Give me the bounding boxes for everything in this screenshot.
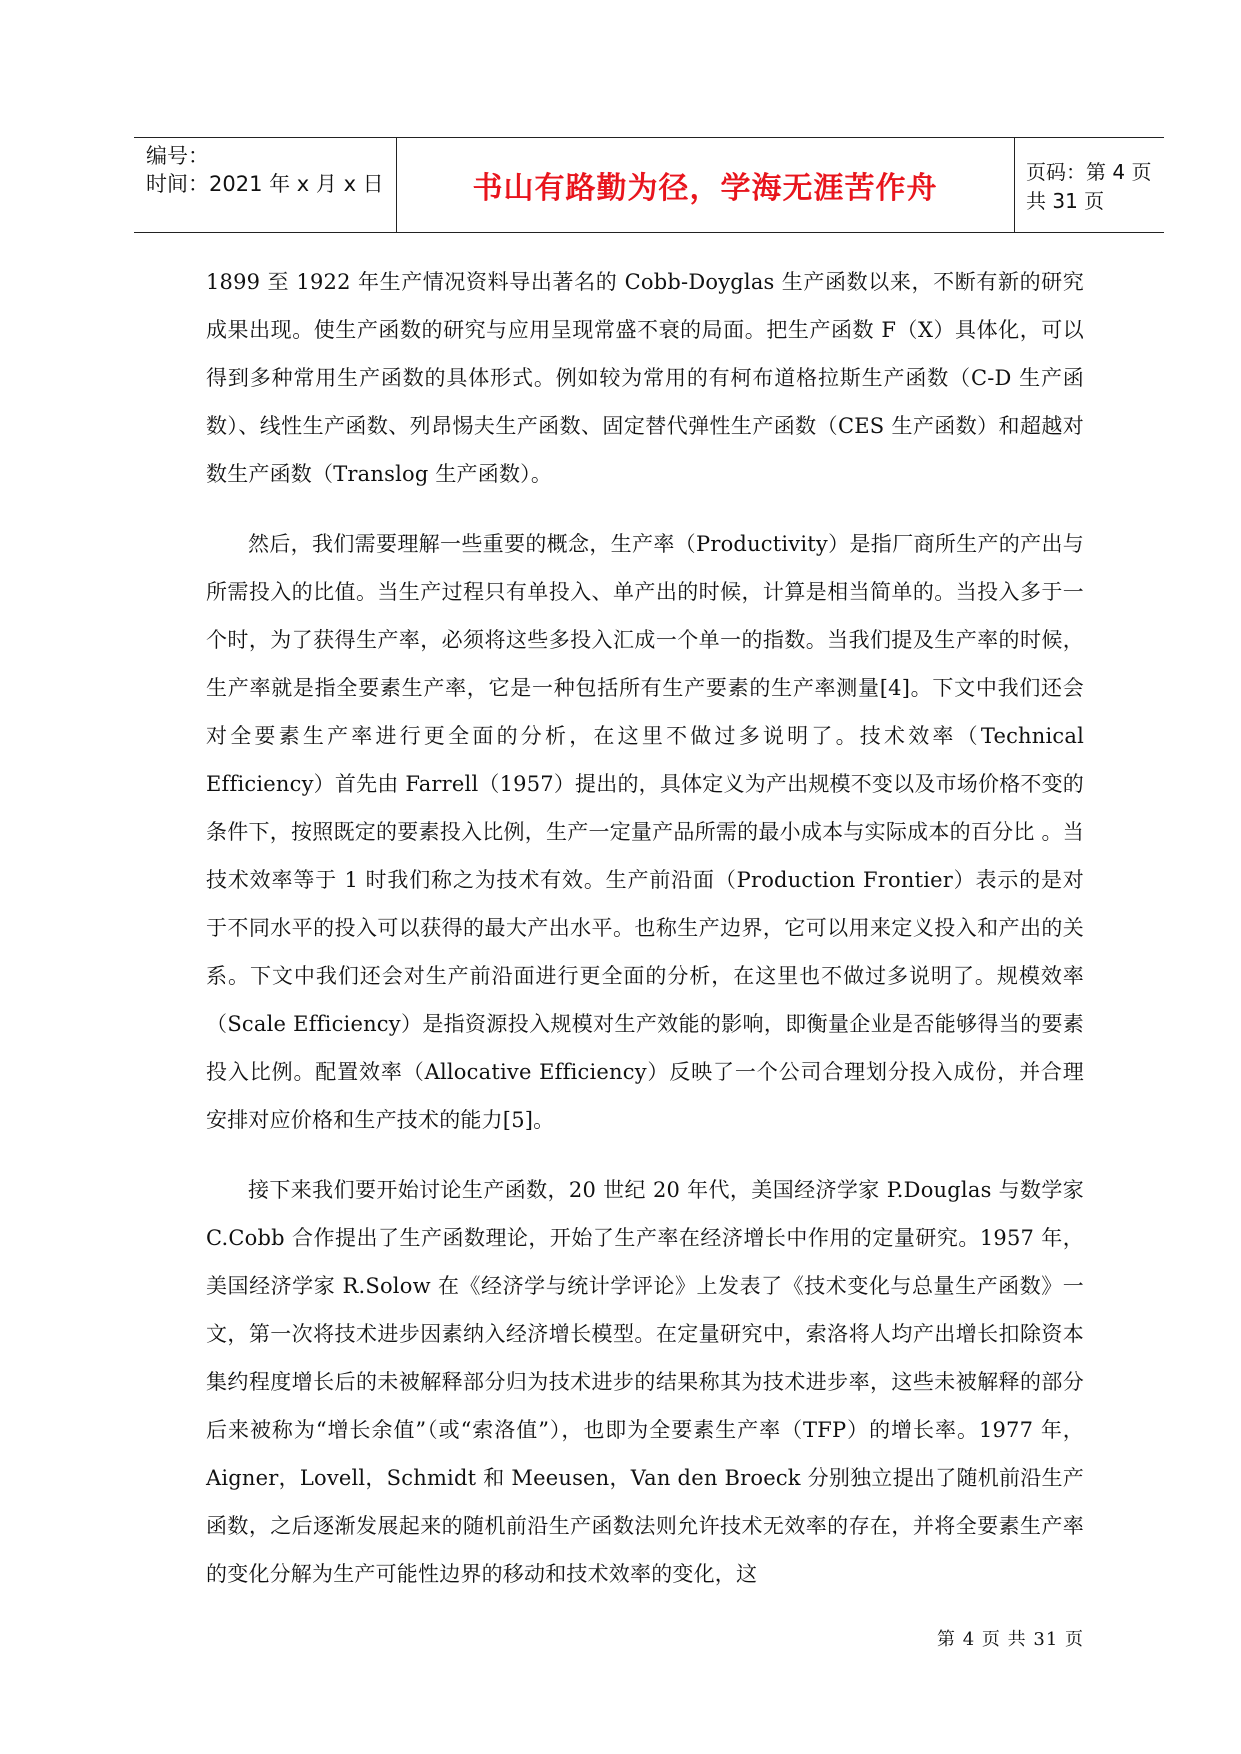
paragraph-2: 然后，我们需要理解一些重要的概念，生产率（Productivity）是指厂商所生产的产出与所需投入的比值。当生产过程只有单投入、单产出的时候，计算是相当简单的。当投入多于一个时，为了获得生产率，必须将这些多投入汇成一个单一的指数。当我们提及生产率的时候，生产率就是指全要素生产率，它是一种包括所有生产要素的生产率测量[4]。下文中我们还会对全要素生产率进行更全面的分析，在这里不做过多说明了。技术效率（Technical Efficiency）首先由 Farrell（1957）提出的，具体定义为产出规模不变以及市场价格不变的条件下，按照既定的要素投入比例，生产一定量产品所需的最小成本与实际成本的百分比 。当技术效率等于 1 时我们称之为技术有效。生产前沿面（Production Frontier）表示的是对于不同水平的投入可以获得的最大产出水平。也称生产边界，它可以用来定义投入和产出的关系。下文中我们还会对生产前沿面进行更全面的分析，在这里也不做过多说明了。规模效率（Scale Efficiency）是指资源投入规模对生产效能的影响，即衡量企业是否能够得当的要素投入比例。配置效率（Allocative Efficiency）反映了一个公司合理划分投入成份，并合理安排对应价格和生产技术的能力[5]。 [206,532,1084,1132]
document-header [134,137,1164,233]
header-divider-right [1014,138,1015,232]
document-body [206,258,1084,1620]
document-number-label: 编号： [146,144,209,168]
paragraph-1: 1899 至 1922 年生产情况资料导出著名的 Cobb-Doyglas 生产函数以来，不断有新的研究成果出现。使生产函数的研究与应用呈现常盛不衰的局面。把生产函数 F（X）具体化，可以得到多种常用生产函数的具体形式。例如较为常用的有柯布道格拉斯生产函数（C-D 生产函数）、线性生产函数、列昂惕夫生产函数、固定替代弹性生产函数（CES 生产函数）和超越对数生产函数（Translog 生产函数）。 [206,270,1084,486]
header-motto: 书山有路勤为径，学海无涯苦作舟 [472,171,938,206]
paragraph-3: 接下来我们要开始讨论生产函数，20 世纪 20 年代，美国经济学家 P.Douglas 与数学家 C.Cobb 合作提出了生产函数理论，开始了生产率在经济增长中作用的定量研究。1957 年，美国经济学家 R.Solow 在《经济学与统计学评论》上发表了《技术变化与总量生产函数》一文，第一次将技术进步因素纳入经济增长模型。在定量研究中，索洛将人均产出增长扣除资本集约程度增长后的未被解释部分归为技术进步的结果称其为技术进步率，这些未被解释的部分后来被称为“增长余值”（或“索洛值”），也即为全要素生产率（TFP）的增长率。1977 年，Aigner，Lovell，Schmidt 和 Meeusen，Van den Broeck 分别独立提出了随机前沿生产函数，之后逐渐发展起来的随机前沿生产函数法则允许技术无效率的存在，并将全要素生产率的变化分解为生产可能性边界的移动和技术效率的变化，这 [206,1178,1084,1586]
header-meta [146,138,396,236]
header-page-label: 页码：第 4 页 共 31 页 [1026,160,1152,213]
page-footer: 第 4 页 共 31 页 [937,1629,1084,1650]
document-time-label: 时间：2021 年 x 月 x 日 [146,172,384,196]
